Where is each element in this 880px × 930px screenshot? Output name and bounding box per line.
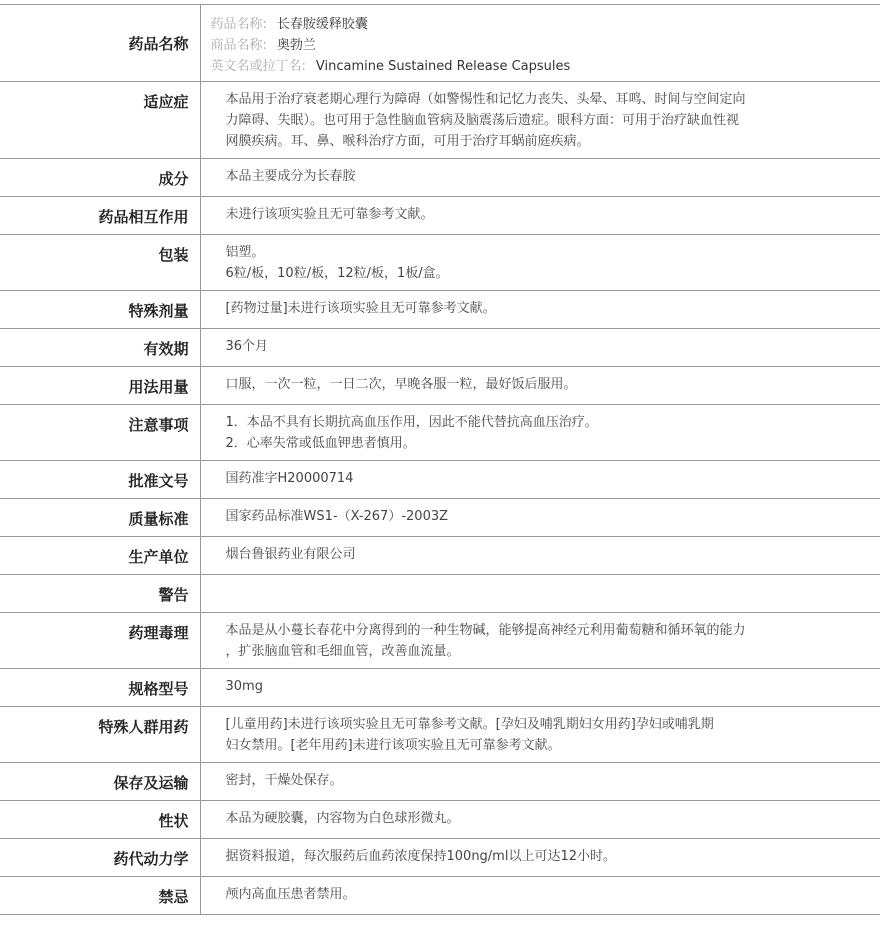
row-value	[200, 329, 880, 367]
names-cell	[200, 5, 880, 82]
value-line: 力障碍、失眠）。也可用于急性脑血管病及脑震荡后遗症。眼科方面：可用于治疗缺血性视	[225, 113, 740, 128]
spec-row	[0, 575, 880, 613]
trade-name-line	[211, 35, 871, 56]
row-value	[200, 82, 880, 159]
row-value	[200, 235, 880, 291]
spec-row	[0, 801, 880, 839]
row-label: 药品名称	[0, 5, 200, 82]
row-value	[200, 159, 880, 197]
value-line: 本品用于治疗衰老期心理行为障碍（如警惕性和记忆力丧失、头晕、耳鸣、时间与空间定向	[225, 92, 746, 107]
trade-name-value: 奥勃兰	[276, 38, 316, 53]
row-value	[200, 461, 880, 499]
generic-name-value: 长春胺缓释胶囊	[276, 17, 368, 32]
row-value	[200, 291, 880, 329]
value-line: 铝塑。	[225, 245, 265, 260]
value-line: 妇女禁用。[老年用药]未进行该项实验且无可靠参考文献。	[225, 738, 561, 753]
row-label: 生产单位	[0, 537, 200, 575]
row-value	[200, 669, 880, 707]
row-value	[200, 575, 880, 613]
english-name-value: Vincamine Sustained Release Capsules	[315, 59, 571, 74]
value-line: 密封，干燥处保存。	[225, 773, 343, 788]
spec-row	[0, 763, 880, 801]
row-label: 药品相互作用	[0, 197, 200, 235]
english-name-key: 英文名或拉丁名:	[210, 59, 306, 74]
spec-row	[0, 329, 880, 367]
row-value	[200, 405, 880, 461]
row-label: 质量标准	[0, 499, 200, 537]
spec-row	[0, 367, 880, 405]
value-line: ，扩张脑血管和毛细血管，改善血流量。	[225, 644, 460, 659]
value-line: 本品是从小蔓长春花中分离得到的一种生物碱，能够提高神经元利用葡萄糖和循环氧的能力	[225, 623, 746, 638]
row-value	[200, 763, 880, 801]
row-value	[200, 537, 880, 575]
row-value	[200, 839, 880, 877]
row-value	[200, 801, 880, 839]
row-label: 药理毒理	[0, 613, 200, 669]
value-line: 本品为硬胶囊，内容物为白色球形微丸。	[225, 811, 460, 826]
row-label: 规格型号	[0, 669, 200, 707]
value-line: 颅内高血压患者禁用。	[225, 887, 356, 902]
spec-row	[0, 877, 880, 915]
row-label: 警告	[0, 575, 200, 613]
generic-name-line	[211, 14, 871, 35]
value-line: 30mg	[225, 679, 263, 694]
row-value	[200, 367, 880, 405]
spec-row	[0, 405, 880, 461]
value-line: 6粒/板，10粒/板，12粒/板，1板/盒。	[225, 266, 449, 281]
spec-row	[0, 159, 880, 197]
spec-row	[0, 499, 880, 537]
value-line: [药物过量]未进行该项实验且无可靠参考文献。	[225, 301, 496, 316]
value-line: 本品主要成分为长春胺	[225, 169, 356, 184]
row-label: 特殊人群用药	[0, 707, 200, 763]
value-line: 国药准字H20000714	[225, 471, 354, 486]
spec-row	[0, 461, 880, 499]
row-label: 保存及运输	[0, 763, 200, 801]
english-name-line	[211, 56, 871, 77]
row-label: 有效期	[0, 329, 200, 367]
row-label: 包装	[0, 235, 200, 291]
spec-row	[0, 197, 880, 235]
row-value	[200, 499, 880, 537]
generic-name-key: 药品名称:	[210, 17, 267, 32]
value-line: 国家药品标准WS1-（X-267）-2003Z	[225, 509, 449, 524]
row-label: 药代动力学	[0, 839, 200, 877]
value-line: 1．本品不具有长期抗高血压作用，因此不能代替抗高血压治疗。	[225, 415, 598, 430]
spec-row	[0, 707, 880, 763]
spec-row	[0, 537, 880, 575]
row-label: 特殊剂量	[0, 291, 200, 329]
spec-row	[0, 669, 880, 707]
spec-row	[0, 82, 880, 159]
value-line: 2．心率失常或低血钾患者慎用。	[225, 436, 416, 451]
value-line: 未进行该项实验且无可靠参考文献。	[225, 207, 434, 222]
row-label: 适应症	[0, 82, 200, 159]
row-value	[200, 707, 880, 763]
row-label: 性状	[0, 801, 200, 839]
value-line: 36个月	[225, 339, 269, 354]
row-label: 用法用量	[0, 367, 200, 405]
spec-table-body	[0, 5, 880, 915]
value-line: [儿童用药]未进行该项实验且无可靠参考文献。[孕妇及哺乳期妇女用药]孕妇或哺乳期	[225, 717, 714, 732]
row-label: 成分	[0, 159, 200, 197]
trade-name-key: 商品名称:	[210, 38, 267, 53]
row-value	[200, 613, 880, 669]
row-value	[200, 197, 880, 235]
row-label: 批准文号	[0, 461, 200, 499]
spec-row	[0, 235, 880, 291]
spec-row	[0, 613, 880, 669]
value-line: 口服，一次一粒，一日二次，早晚各服一粒，最好饭后服用。	[225, 377, 577, 392]
value-line: 烟台鲁银药业有限公司	[225, 547, 356, 562]
drug-spec-table	[0, 4, 880, 915]
value-line: 据资料报道，每次服药后血药浓度保持100ng/ml以上可达12小时。	[225, 849, 617, 864]
row-value	[200, 877, 880, 915]
spec-row	[0, 839, 880, 877]
row-label: 注意事项	[0, 405, 200, 461]
spec-row	[0, 291, 880, 329]
value-line: 网膜疾病。耳、鼻、喉科治疗方面，可用于治疗耳蜗前庭疾病。	[225, 134, 590, 149]
spec-row-names	[0, 5, 880, 82]
row-label: 禁忌	[0, 877, 200, 915]
